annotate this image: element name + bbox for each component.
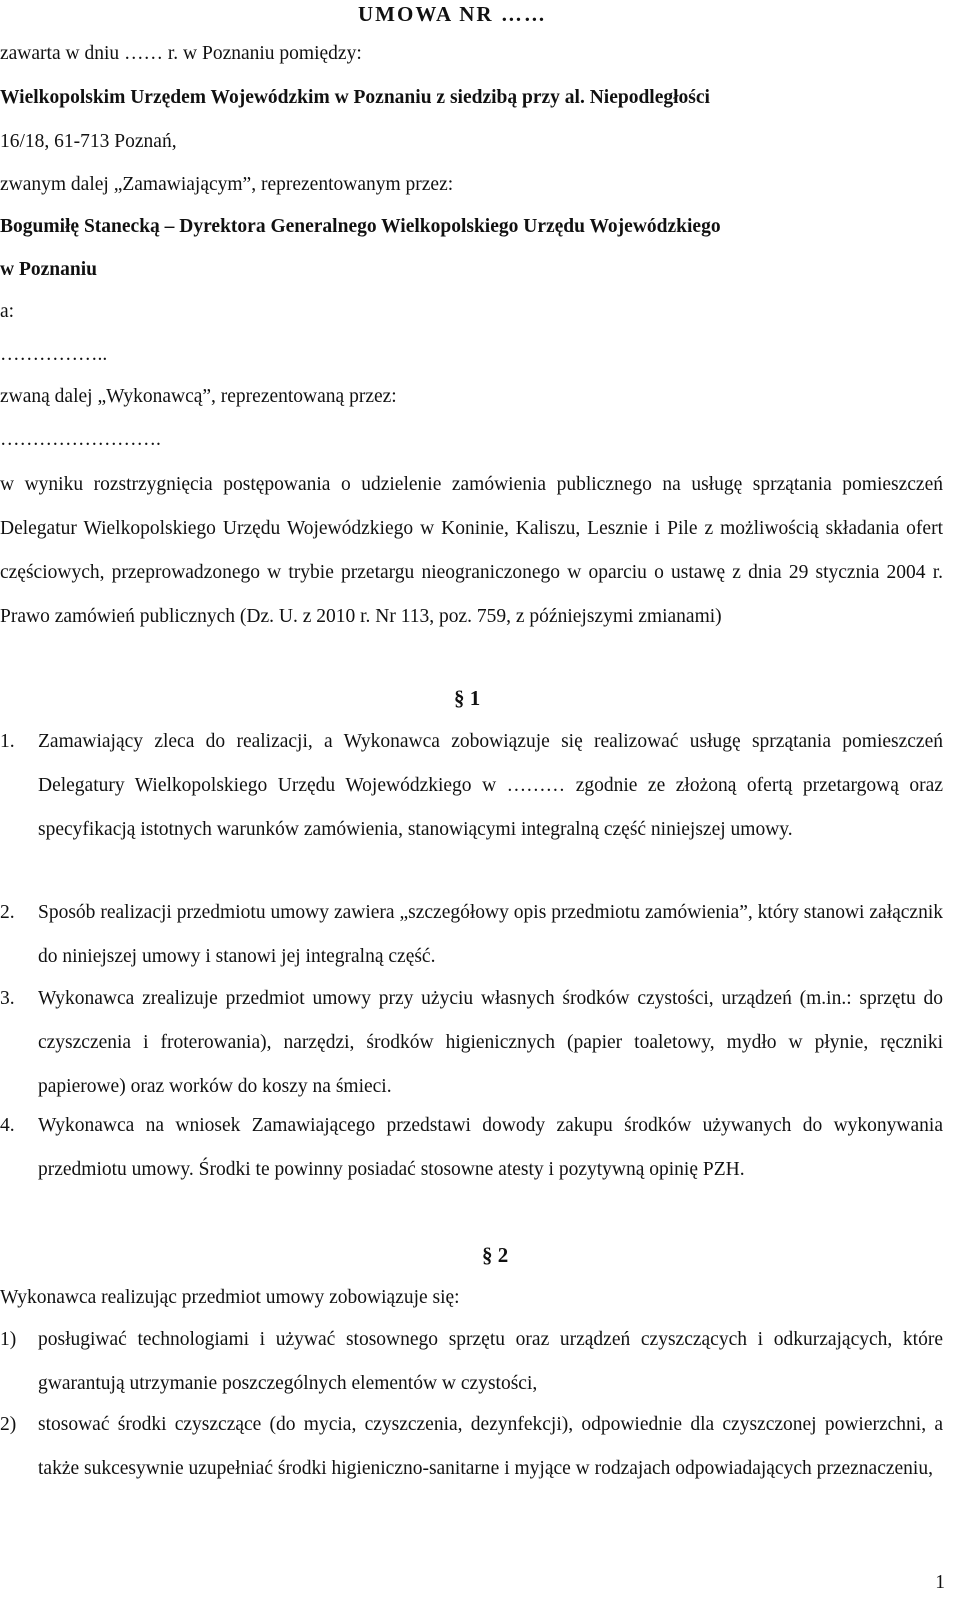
item-number: 2) — [0, 1414, 17, 1435]
section2-intro: Wykonawca realizując przedmiot umowy zobowiązuje się: — [0, 1287, 460, 1308]
section2-heading: § 2 — [482, 1243, 509, 1267]
section1-heading: § 1 — [454, 686, 481, 710]
party2-called: zwaną dalej „Wykonawcą”, reprezentowaną przez: — [0, 386, 397, 407]
party1-line1: Wielkopolskim Urzędem Wojewódzkim w Poznaniu z siedzibą przy al. Niepodległości — [0, 87, 710, 108]
item-text: Sposób realizacji przedmiotu umowy zawiera „szczegółowy opis przedmiotu zamówienia”, który stanowi załącznik do niniejszej umowy i stanowi jej integralną część. — [38, 902, 943, 967]
party1-line2: 16/18, 61-713 Poznań, — [0, 131, 177, 152]
item-text: Wykonawca na wniosek Zamawiającego przedstawi dowody zakupu środków używanych do wykonywania przedmiotu umowy. Środki te powinny posiadać stosowne atesty i pozytywną opinię PZH. — [38, 1115, 943, 1180]
party2-placeholder: …………….. — [0, 344, 108, 365]
item-number: 4. — [0, 1115, 15, 1136]
item-text: posługiwać technologiami i używać stosownego sprzętu oraz urządzeń czyszczących i odkurzających, które gwarantują utrzymanie poszczególnych elementów w czystości, — [38, 1329, 943, 1394]
preamble: w wyniku rozstrzygnięcia postępowania o udzielenie zamówienia publicznego na usługę sprzątania pomieszczeń Delegatur Wielkopolskiego Urzędu Wojewódzkiego w Koninie, Kaliszu, Lesznie i Pile z możliwością składania ofert częściowych, przeprowadzonego w trybie przetargu nieograniczonego w oparciu o ustawę z dnia 29 stycznia 2004 r. Prawo zamówień publicznych (Dz. U. z 2010 r. Nr 113, poz. 759, z późniejszymi zmianami) — [0, 474, 943, 627]
item-number: 3. — [0, 988, 15, 1009]
item-text: stosować środki czyszczące (do mycia, czyszczenia, dezynfekcji), odpowiednie dla czyszczonej powierzchni, a także sukcesywnie uzupełniać środki higieniczno-sanitarne i myjące w rodzajach odpowiadających przeznaczeniu, — [38, 1414, 943, 1479]
item-text: Zamawiający zleca do realizacji, a Wykonawca zobowiązuje się realizować usługę sprzątania pomieszczeń Delegatury Wielkopolskiego Urzędu Wojewódzkiego w ……… zgodnie ze złożoną ofertą przetargową oraz specyfikacją istotnych warunków zamówienia, stanowiącymi integralną część niniejszej umowy. — [38, 731, 943, 840]
item-number: 1. — [0, 731, 15, 752]
section2-item-2 — [0, 1403, 943, 1491]
and-label: a: — [0, 301, 15, 322]
item-number: 2. — [0, 902, 15, 923]
page-number: 1 — [935, 1572, 945, 1593]
rep1-line2: w Poznaniu — [0, 259, 97, 280]
item-text: Wykonawca zrealizuje przedmiot umowy przy użyciu własnych środków czystości, urządzeń (m.in.: sprzętu do czyszczenia i froterowania), narzędzi, środków higienicznych (papier toaletowy, mydło w płynie, ręczniki papierowe) oraz worków do koszy na śmieci. — [38, 988, 943, 1097]
rep2-placeholder: ……………………. — [0, 429, 161, 450]
section1-item-2 — [0, 891, 943, 979]
party1-called: zwanym dalej „Zamawiającym”, reprezentowanym przez: — [0, 174, 454, 195]
section1-item-1 — [0, 720, 943, 852]
intro-line: zawarta w dniu …… r. w Poznaniu pomiędzy: — [0, 43, 362, 64]
section1-item-4 — [0, 1104, 943, 1192]
document-title: UMOWA NR …… — [358, 2, 547, 26]
item-number: 1) — [0, 1329, 17, 1350]
section2-item-1 — [0, 1318, 943, 1406]
section1-item-3 — [0, 977, 943, 1109]
rep1-line1: Bogumiłę Stanecką – Dyrektora Generalnego Wielkopolskiego Urzędu Wojewódzkiego — [0, 216, 721, 237]
